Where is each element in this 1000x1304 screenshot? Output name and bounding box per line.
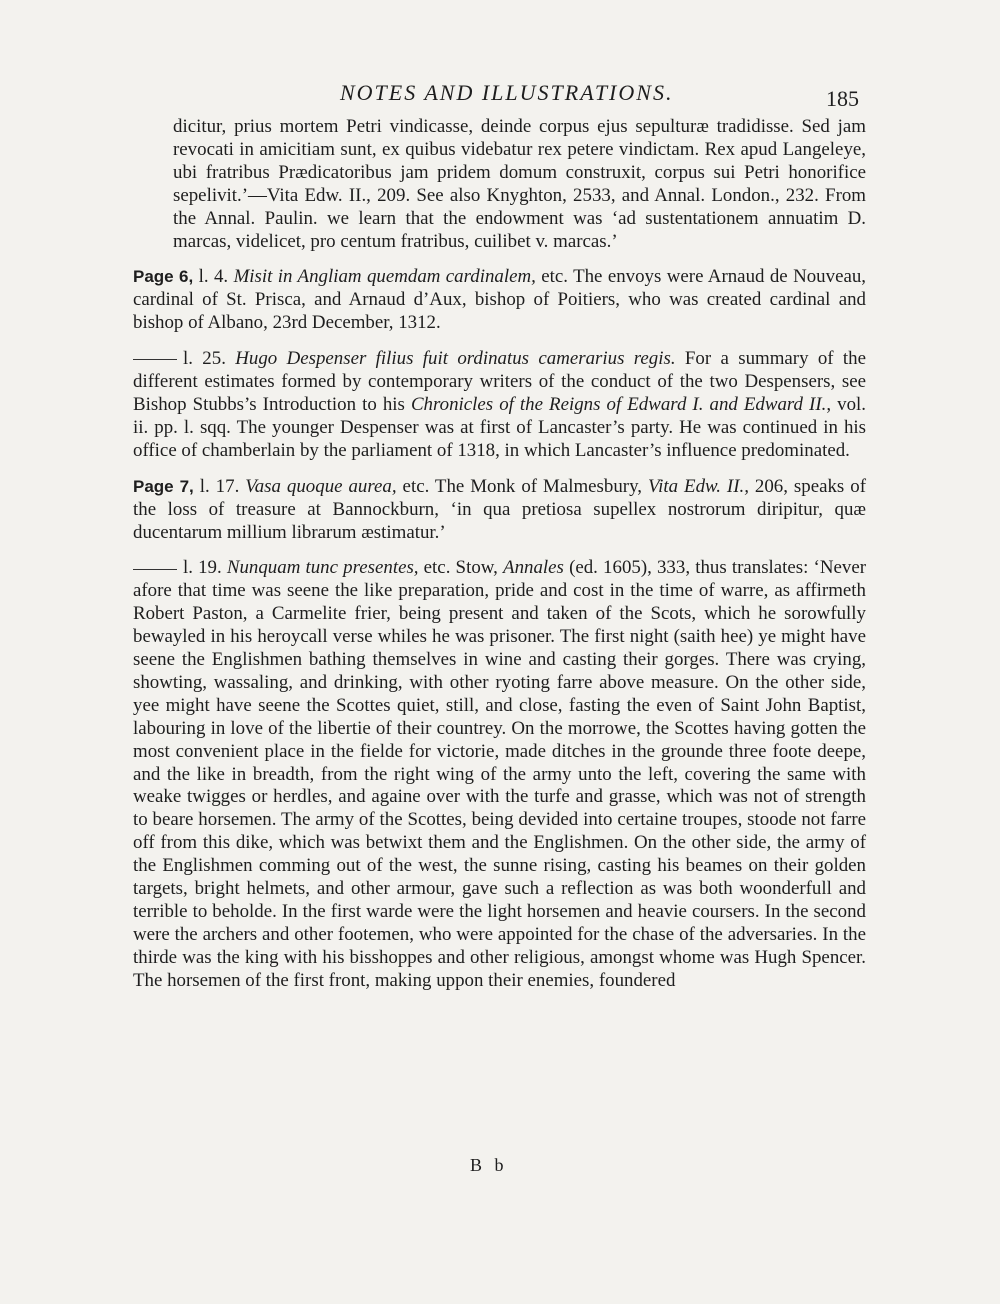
line-ref: l. 19. xyxy=(183,557,227,579)
note-page-6 xyxy=(133,266,866,335)
note-text: 206, speaks of the loss of treasure at Bannockburn, ‘in qua pretiosa supellex nostrorum diripitur, quæ ducentarum millium librarum æstimatur.’ xyxy=(133,475,866,543)
book-title: Chronicles of the Reigns of Edward I. and Edward II. xyxy=(410,393,827,415)
page-number: 185 xyxy=(826,86,859,111)
quoted-latin: Misit in Angliam quemdam cardinalem, xyxy=(233,266,536,288)
notes-body xyxy=(133,116,866,993)
line-ref: l. 25. xyxy=(183,348,236,370)
note-text: etc. The Monk of Malmesbury, xyxy=(396,475,648,497)
quoted-latin: Vasa quoque aurea, xyxy=(245,475,397,497)
note-text: etc. The envoys were Arnaud de Nouveau, cardinal of St. Prisca, and Arnaud d’Aux, bishop of Poitiers, who was created cardinal and bishop of Albano, 23rd December, 1312. xyxy=(133,266,867,334)
paragraph-continuation: dicitur, prius mortem Petri vindicasse, deinde corpus ejus sepulturæ tradidisse. Sed jam revocati in amicitiam sunt, ex quibus videbatur rex petere vindictam. Rex apud Langeleye, ubi fratribus Prædicatoribus jam pridem domum construxit, corpus sui Petri honorifice sepelivit.’—Vita Edw. II., 209. See also Knyghton, 2533, and Annal. London., 232. From the Annal. Paulin. we learn that the endowment was ‘ad sustentationem annuatim D. marcas, videlicet, pro centum fratribus, cuilibet v. marcas.’ xyxy=(173,116,866,252)
quoted-latin: Hugo Despenser filius fuit ordinatus camerarius regis. xyxy=(235,348,676,370)
note-line-19 xyxy=(133,557,866,992)
note-line-25 xyxy=(133,348,866,463)
quoted-latin: Nunquam tunc presentes, xyxy=(226,557,419,579)
note-text: (ed. 1605), 333, thus translates: ‘Never afore that time was seene the like preparation, pride and cost in the time of warre, as affirmeth Robert Paston, a Carmelite frier, being present and taken of the Scots, which he sorowfully bewayled in his heroycall verse whiles he was prisoner. The first night (saith hee) ye might have seene the Englishmen bathing themselves in wine and casting their gorges. There was crying, showting, wassaling, and drinking, with other ryoting farre above measure. On the other side, yee might have seene the Scottes quiet, still, and close, fasting the even of Saint John Baptist, labouring in love of the libertie of their countrey. On the morrowe, the Scottes having gotten the most convenient place in the fielde for victorie, made ditches in the grounde three foote deepe, and the like in breadth, from the right wing of the army unto the left, covering the same with weake twigges or herdles, and againe over with the turfe and grasse, which was not of strength to beare horsemen. The army of the Scottes, being devided into certaine troupes, stoode not farre off from this dike, which was betwixt them and the Englishmen. On the other side, the army of the Englishmen comming out of the west, the sunne rising, casting his beames on their golden targets, bright helmets, and other armour, gave such a reflection as was both woonderfull and terrible to beholde. In the first warde were the light horsemen and heavie coursers. In the second were the archers and other footemen, who were appointed for the chase of the adversaries. In the thirde was the king with his bisshoppes and other religious, amongst whome was Hugh Spencer. The horsemen of the first front, making uppon their enemies, foundered xyxy=(133,557,866,991)
line-ref: l. 4. xyxy=(193,266,234,288)
note-page-7 xyxy=(133,476,866,545)
line-ref: l. 17. xyxy=(193,475,246,497)
ditto-dash xyxy=(133,569,177,570)
note-text: For a summary of the different estimates formed by contemporary writers of the conduct of the two Despensers, see Bishop Stubbs’s Introduction to his xyxy=(133,348,867,415)
note-text: , vol. ii. pp. l. sqq. The younger Despenser was at first of Lancaster’s party. He was continued in his office of chamberlain by the parliament of 1318, in which Lancaster’s influence predominated. xyxy=(133,393,866,461)
book-title: Vita Edw. II., xyxy=(648,475,749,497)
signature-mark: B b xyxy=(470,1155,508,1175)
book-title: Annales xyxy=(503,557,564,579)
note-label: Page 7, xyxy=(133,476,194,496)
note-text: etc. Stow, xyxy=(418,557,504,579)
ditto-dash xyxy=(133,359,177,360)
note-label: Page 6, xyxy=(133,267,194,287)
running-title: NOTES AND ILLUSTRATIONS. xyxy=(340,80,674,105)
